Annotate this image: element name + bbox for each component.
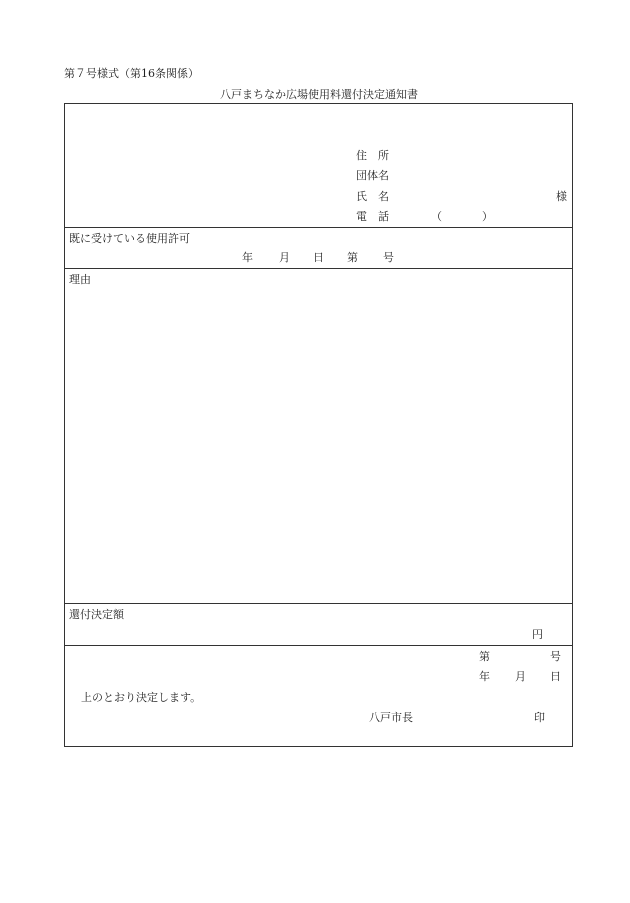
notice-month: 月 bbox=[515, 670, 526, 683]
notice-year: 年 bbox=[479, 670, 490, 683]
address-label: 住 所 bbox=[356, 149, 389, 162]
mayor-title: 八戸市長 bbox=[369, 711, 413, 724]
phone-paren-close: ） bbox=[482, 210, 493, 223]
seal-mark: 印 bbox=[534, 711, 545, 724]
decision-statement: 上のとおり決定します。 bbox=[81, 691, 202, 704]
divider-reason bbox=[64, 603, 573, 604]
permit-year: 年 bbox=[242, 251, 253, 264]
form-table bbox=[64, 103, 573, 747]
honorific-sama: 様 bbox=[556, 190, 567, 203]
group-name-label: 団体名 bbox=[356, 169, 389, 182]
document-title: 八戸まちなか広場使用料還付決定通知書 bbox=[220, 88, 418, 101]
permit-month: 月 bbox=[279, 251, 290, 264]
phone-label: 電 話 bbox=[356, 210, 389, 223]
yen-unit: 円 bbox=[532, 628, 543, 641]
notice-go: 号 bbox=[550, 650, 561, 663]
permit-day: 日 bbox=[313, 251, 324, 264]
refund-amount-label: 還付決定額 bbox=[69, 608, 124, 621]
notice-day: 日 bbox=[550, 670, 561, 683]
divider-refund bbox=[64, 645, 573, 646]
existing-permit-label: 既に受けている使用許可 bbox=[69, 232, 190, 245]
notice-dai: 第 bbox=[479, 650, 490, 663]
permit-go: 号 bbox=[383, 251, 394, 264]
permit-dai: 第 bbox=[347, 251, 358, 264]
name-label: 氏 名 bbox=[356, 190, 389, 203]
reason-label: 理由 bbox=[69, 273, 91, 286]
divider-applicant bbox=[64, 227, 573, 228]
divider-permit bbox=[64, 268, 573, 269]
phone-paren-open: （ bbox=[431, 210, 442, 223]
form-number: 第７号様式（第16条関係） bbox=[64, 67, 199, 80]
